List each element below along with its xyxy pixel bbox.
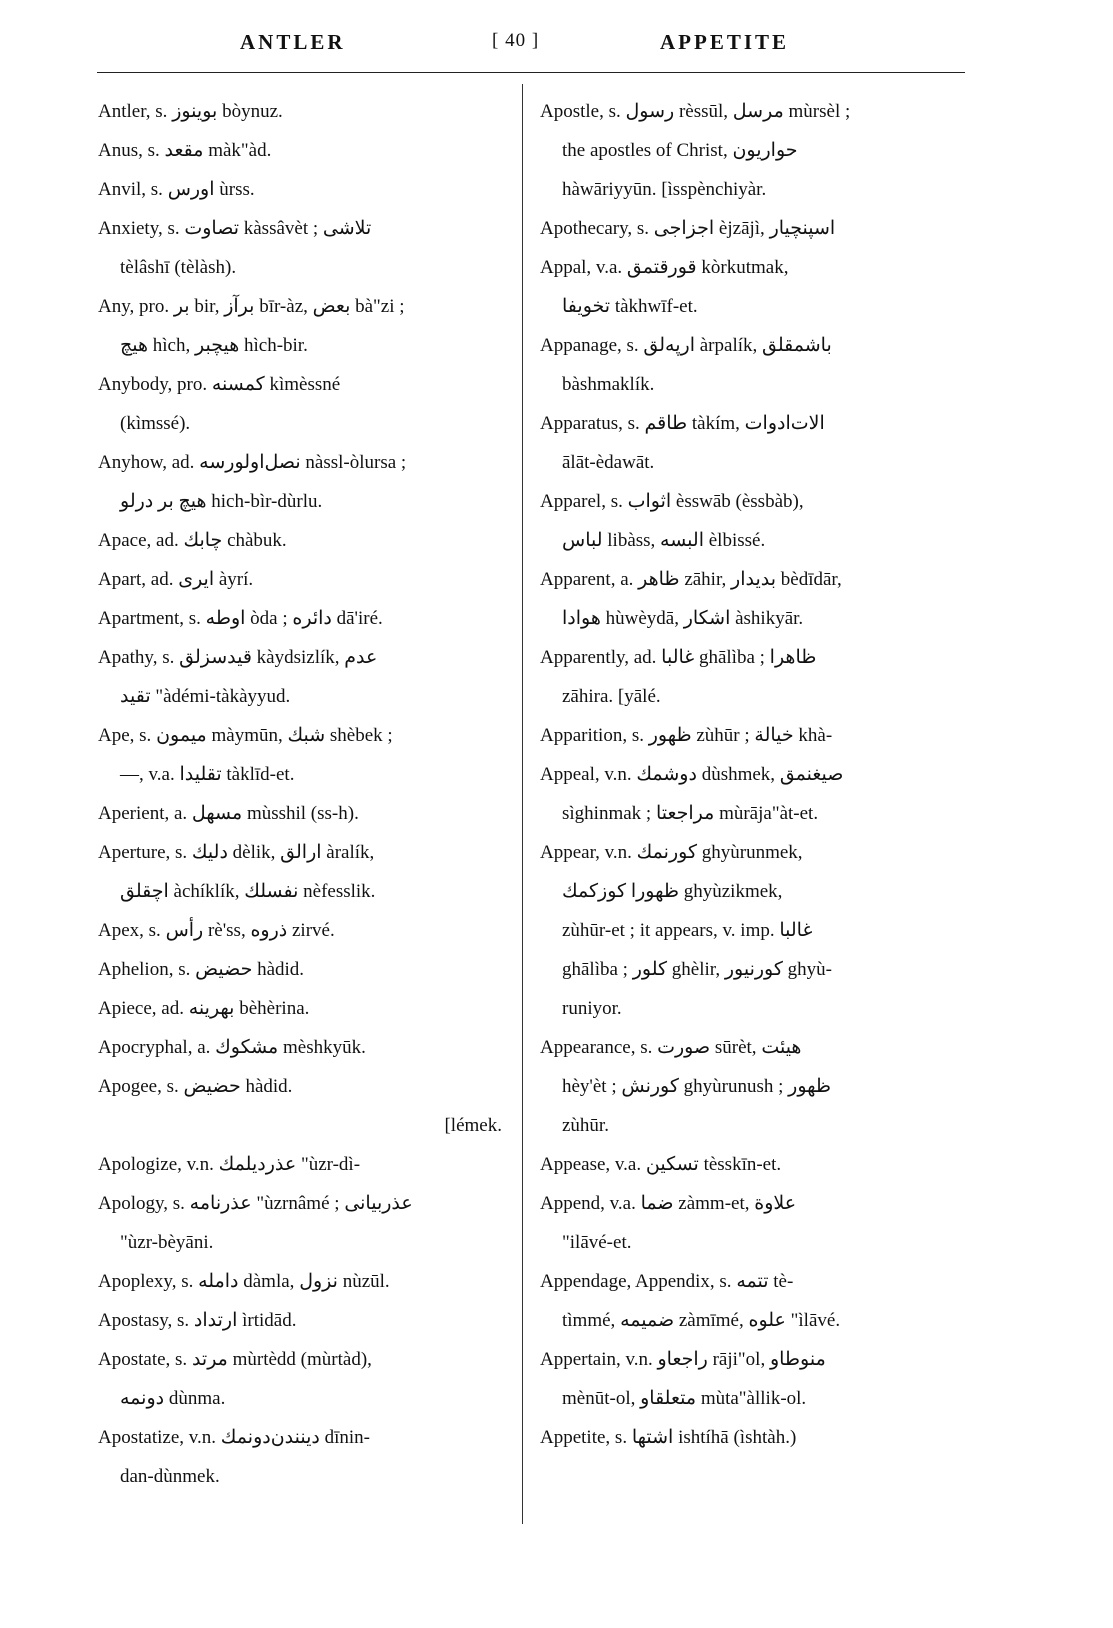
entry-line: Apex, s. رأس rè'ss, ذروه zirvé. [98,920,335,941]
dictionary-entry [98,950,510,989]
dictionary-entry [540,92,952,209]
dictionary-entry [98,560,510,599]
dictionary-entry [540,716,952,755]
page-number: [ 40 ] [492,30,540,51]
dictionary-entry [98,131,510,170]
dictionary-entry [540,1262,952,1340]
entry-line: Appanage, s. ارپه‌لق àrpalík, باشمقلق [540,335,832,356]
entry-line: Apace, ad. چابك chàbuk. [98,530,287,551]
entry-line: —, v.a. تقليدا tàklīd-et. [120,764,295,785]
entry-line: Anvil, s. اورس ùrss. [98,179,255,200]
entry-line: tìmmé, ضميمه zàmīmé, علوه "ìlāvé. [562,1310,841,1331]
dictionary-entry [98,1340,510,1418]
entry-line: mènūt-ol, متعلقاو mùta"àllik-ol. [562,1388,807,1409]
entry-line: هيچ بر درلو hich-bìr-dùrlu. [120,491,323,512]
dictionary-entry [540,1418,952,1457]
dictionary-entry [98,287,510,365]
entry-line: ghālìba ; كلور ghèlir, كورنيور ghyù- [562,959,832,980]
dictionary-entry [98,1145,510,1184]
entry-line: Apparition, s. ظهور zùhūr ; خيالة khà- [540,725,833,746]
dictionary-entry [540,404,952,482]
entry-line: Apartment, s. اوطه òda ; دائره dā'iré. [98,608,383,629]
entry-line: Apathy, s. قيدسزلق kàydsizlík, عدم [98,647,378,668]
dictionary-entry [98,209,510,287]
dictionary-entry [98,92,510,131]
entry-line: Apparent, a. ظاهر zāhir, بديدار bèdīdār, [540,569,842,590]
entry-line: Appertain, v.n. راجعاو rāji"ol, منوطاو [540,1349,826,1370]
entry-line: Apocryphal, a. مشكوك mèshkyūk. [98,1037,366,1058]
entry-line: Appetite, s. اشتها ishtíhā (ìshtàh.) [540,1427,797,1448]
dictionary-entry [540,326,952,404]
entry-line: Apoplexy, s. دامله dàmla, نزول nùzūl. [98,1271,390,1292]
entry-line: Apparatus, s. طاقم tàkím, الات‌ادوات [540,413,825,434]
dictionary-entry [98,1184,510,1262]
entry-line: هيچ hìch, هيچبر hìch-bir. [120,335,308,356]
column-divider [522,84,523,1524]
dictionary-entry [98,1028,510,1067]
entry-line: Apostatize, v.n. دينندن‌دونمك dīnin- [98,1427,370,1448]
dictionary-entry [98,1262,510,1301]
dictionary-entry [540,560,952,638]
entry-line: هوادا hùwèydā, اشكار àshikyār. [562,608,804,629]
entry-line: لباس libàss, البسه èlbissé. [562,530,766,551]
entry-line: تقيد "àdémi-tàkàyyud. [120,686,291,707]
entry-line: Anxiety, s. تصاوت kàssâvèt ; تلاشی [98,218,372,239]
dictionary-entry [540,1145,952,1184]
entry-line: Appease, v.a. تسكين tèsskīn-et. [540,1154,782,1175]
dictionary-entry [98,989,510,1028]
dictionary-entry [98,170,510,209]
entry-line: Apparently, ad. غالبا ghālìba ; ظاهرا [540,647,817,668]
entry-line: Appear, v.n. كورنمك ghyùrunmek, [540,842,803,863]
entry-line: dan-dùnmek. [120,1466,220,1487]
dictionary-entry [98,794,510,833]
entry-line: Appal, v.a. قورقتمق kòrkutmak, [540,257,789,278]
entry-line: Apostasy, s. ارتداد ìrtidād. [98,1310,297,1331]
dictionary-entry [98,1067,510,1145]
entry-line: ظهورا كوزكمك ghyùzikmek, [562,881,783,902]
entry-line: hèy'èt ; كورنش ghyùrunush ; ظهور [562,1076,832,1097]
entry-line: Appendage, Appendix, s. تتمه tè- [540,1271,794,1292]
entry-line: Apostate, s. مرتد mùrtèdd (mùrtàd), [98,1349,372,1370]
entry-line: (kìmssé). [120,413,191,434]
left-column [98,92,510,1496]
dictionary-entry [540,1340,952,1418]
dictionary-entry [540,638,952,716]
dictionary-entry [98,911,510,950]
dictionary-entry [98,521,510,560]
entry-line: Aperture, s. دليك dèlik, ارالق àralík, [98,842,375,863]
dictionary-entry [98,1301,510,1340]
entry-line: Appeal, v.n. دوشمك dùshmek, صيغنمق [540,764,844,785]
entry-line: دونمه dùnma. [120,1388,226,1409]
running-header [100,30,970,64]
entry-line: bàshmaklík. [562,374,655,395]
entry-line: sìghinmak ; مراجعتا mùrāja"àt-et. [562,803,819,824]
dictionary-entry [540,482,952,560]
entry-line: Anus, s. مقعد màk"àd. [98,140,272,161]
header-rule [97,72,965,73]
entry-line: zāhira. [yālé. [562,686,661,707]
entry-line: Apogee, s. حضيض hàdid. [98,1076,293,1097]
right-column [540,92,952,1457]
entry-line: Aphelion, s. حضيض hàdid. [98,959,305,980]
entry-line: Ape, s. ميمون màymūn, شبك shèbek ; [98,725,393,746]
entry-line: تخويفا tàkhwīf-et. [562,296,698,317]
dictionary-entry [540,833,952,1028]
entry-line: zùhūr-et ; it appears, v. imp. غالبا [562,920,813,941]
entry-line: "ùzr-bèyāni. [120,1232,214,1253]
header-right-word: APPETITE [660,30,790,54]
dictionary-entry [98,365,510,443]
entry-line: "ilāvé-et. [562,1232,632,1253]
entry-line: tèlâshī (tèlàsh). [120,257,237,278]
dictionary-entry [540,1184,952,1262]
dictionary-entry [540,755,952,833]
entry-line: zùhūr. [562,1115,609,1136]
entry-line: Aperient, a. مسهل mùsshil (ss-h). [98,803,359,824]
entry-line: Antler, s. بوينوز bòynuz. [98,101,283,122]
dictionary-entry [540,1028,952,1145]
entry-line: the apostles of Christ, حواريون [562,140,798,161]
entry-line: Apiece, ad. بهرينه bèhèrina. [98,998,310,1019]
entry-line: Append, v.a. ضما zàmm-et, علاوة [540,1193,797,1214]
dictionary-entry [98,599,510,638]
entry-line: hàwāriyyūn. [ìsspènchiyàr. [562,179,767,200]
dictionary-entry [98,833,510,911]
dictionary-entry [540,209,952,248]
entry-line: Appearance, s. صورت sūrèt, هيئت [540,1037,802,1058]
entry-line: Apparel, s. اثواب èsswāb (èssbàb), [540,491,804,512]
entry-line: Apothecary, s. اجزاجى èjzājì, اسپنچيار [540,218,836,239]
entry-line: runiyor. [562,998,622,1019]
entry-line: Anybody, pro. كمسنه kìmèssné [98,374,341,395]
entry-line: Apology, s. عذرنامه "ùzrnâmé ; عذربيانى [98,1193,413,1214]
entry-line: Apart, ad. ایرى àyrí. [98,569,254,590]
dictionary-entry [98,638,510,716]
dictionary-entry [540,248,952,326]
entry-line: اچقلق àchíklík, نفسلك nèfesslik. [120,881,376,902]
entry-line: Any, pro. بر bir, برآز bīr-àz, بعض bà"zi ; [98,296,405,317]
header-left-word: ANTLER [240,30,346,54]
entry-line: Apostle, s. رسول rèssūl, مرسل mùrsèl ; [540,101,851,122]
dictionary-entry [98,1418,510,1496]
entry-line: Anyhow, ad. نصل‌اولورسه nàssl-òlursa ; [98,452,407,473]
dictionary-entry [98,443,510,521]
entry-line: ālāt-èdawāt. [562,452,655,473]
dictionary-entry [98,716,510,794]
entry-line: [lémek. [444,1115,502,1136]
entry-line: Apologize, v.n. عذرديلمك "ùzr-dì- [98,1154,361,1175]
